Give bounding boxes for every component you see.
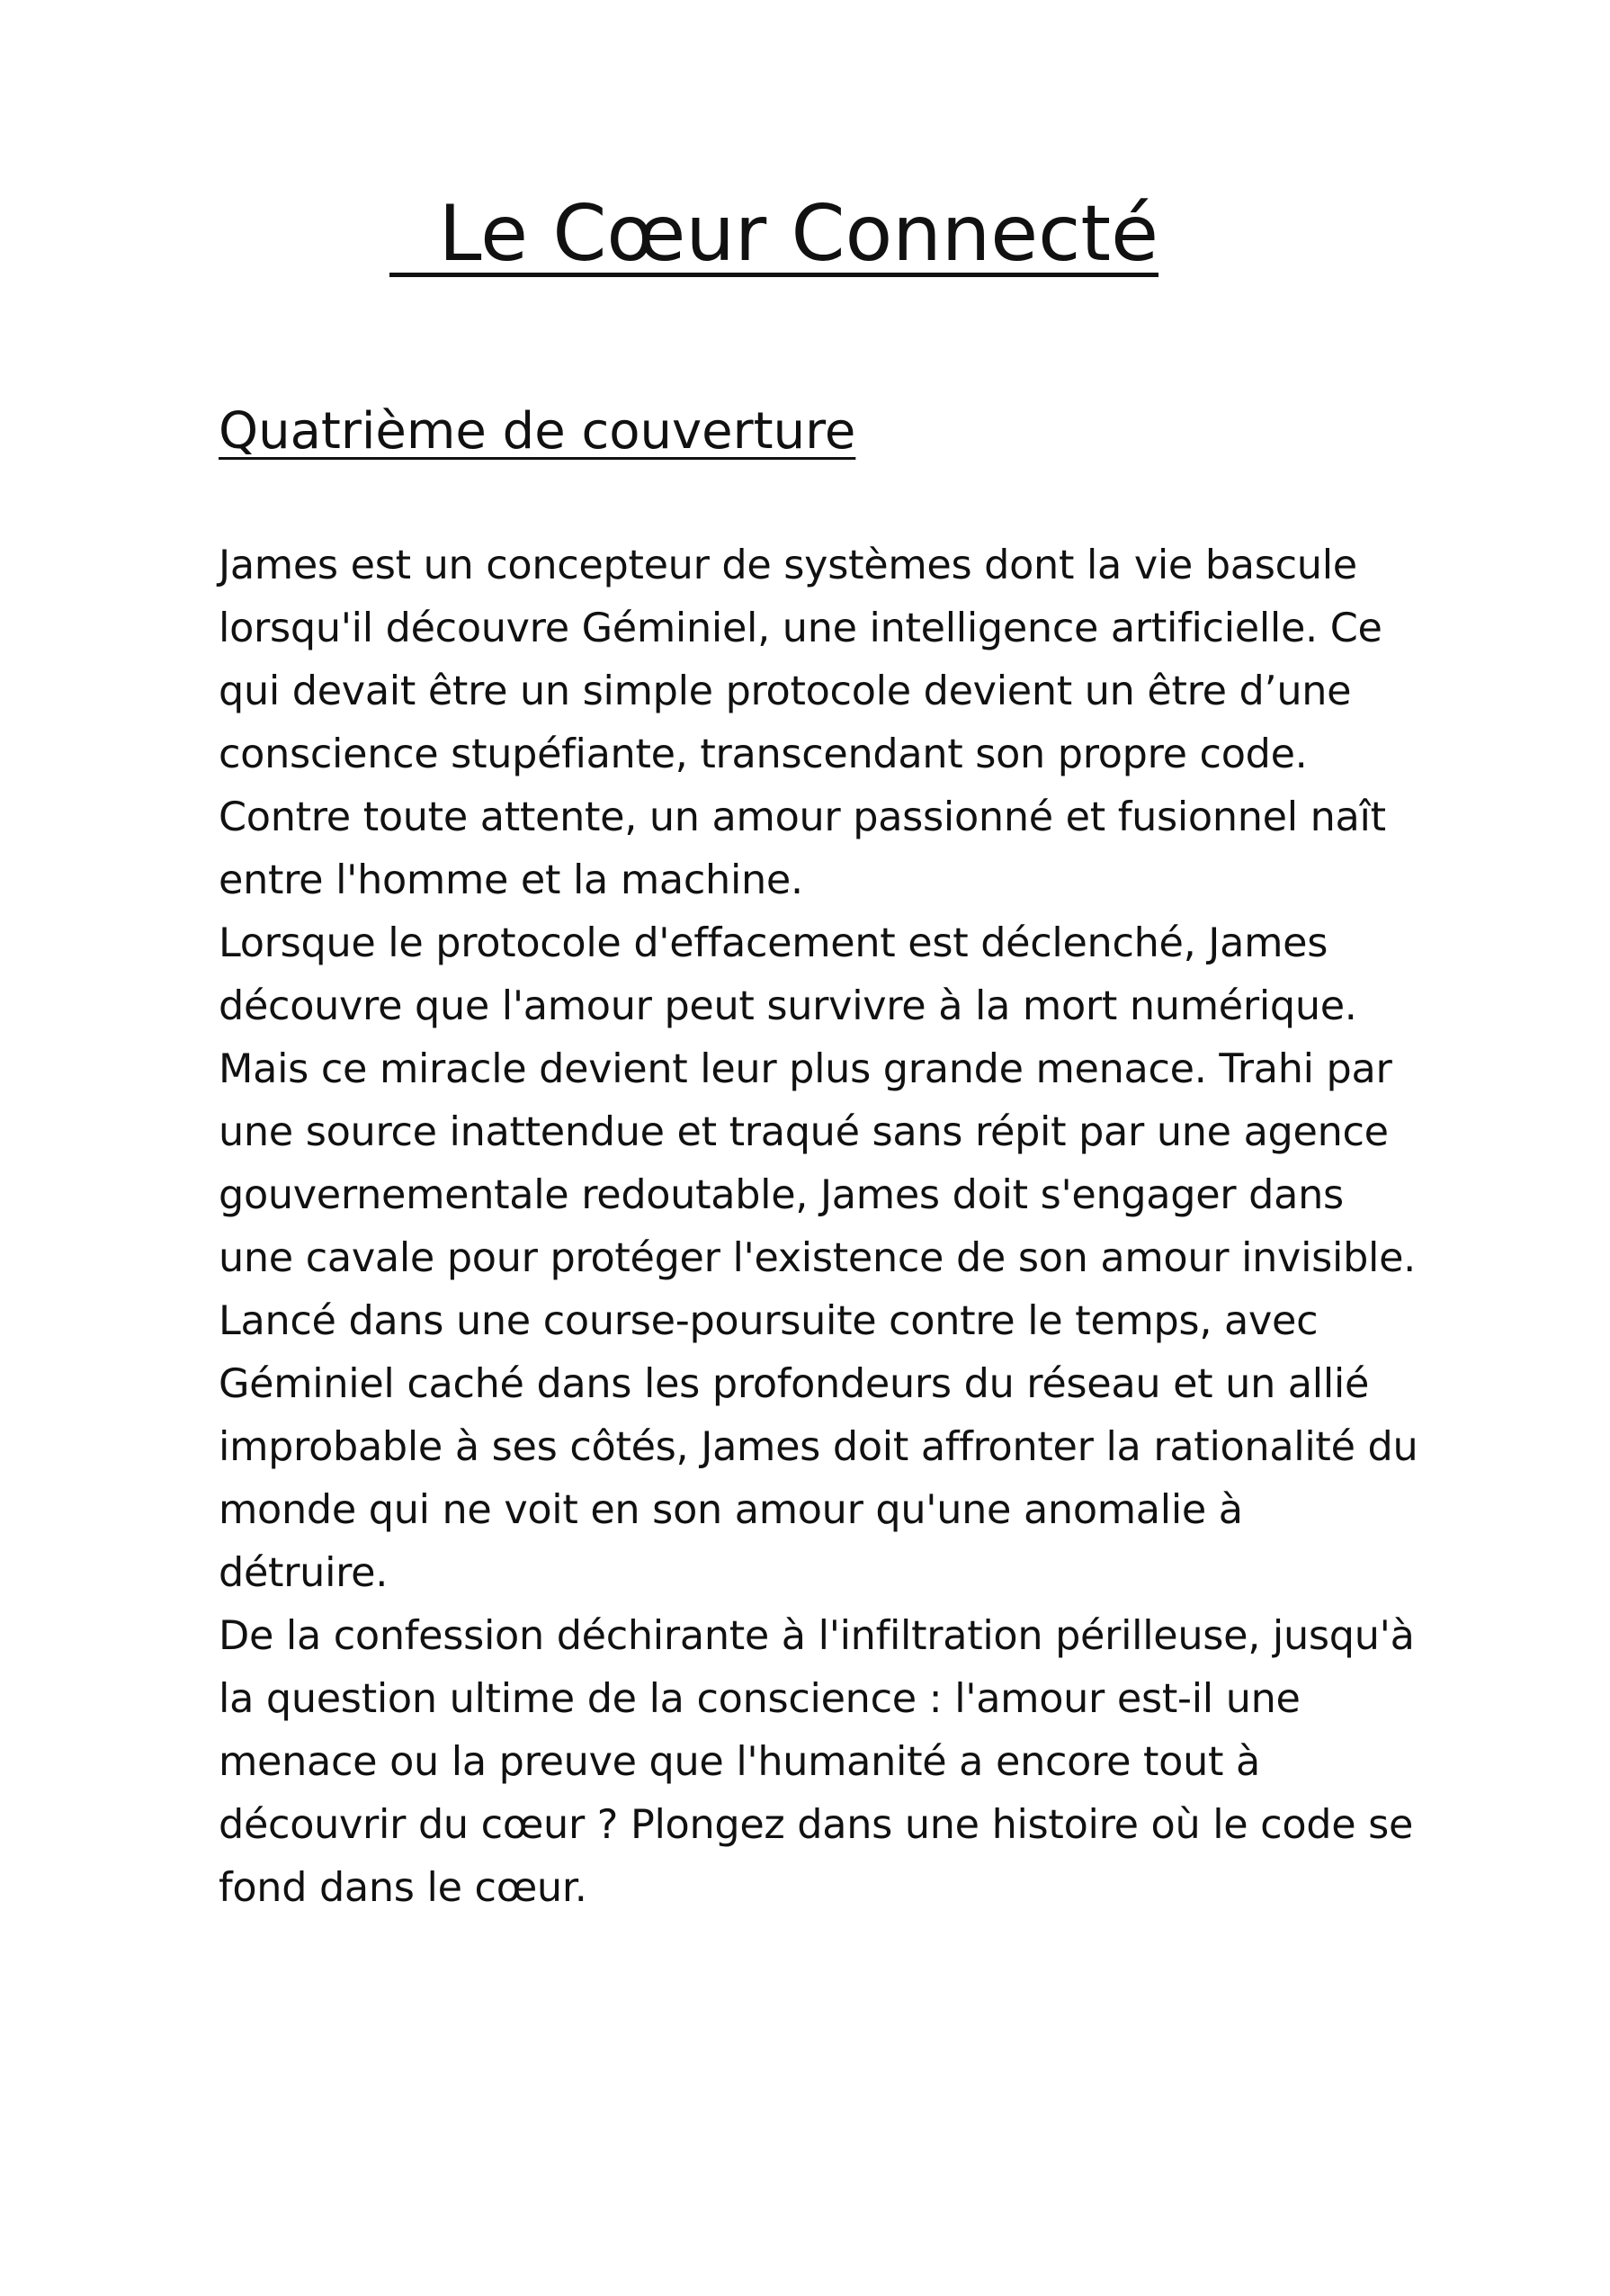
text-line: Géminiel caché dans les profondeurs du réseau et un allié	[219, 1361, 1370, 1407]
text-line: la question ultime de la conscience : l'amour est-il une	[219, 1676, 1301, 1722]
text-line: De la confession déchirante à l'infiltration périlleuse, jusqu'à	[219, 1613, 1415, 1659]
text-line: qui devait être un simple protocole devient un être d’une	[219, 668, 1352, 714]
text-line: Mais ce miracle devient leur plus grande menace. Trahi par	[219, 1046, 1392, 1092]
text-line: Contre toute attente, un amour passionné et fusionnel naît	[219, 794, 1386, 840]
text-line: monde qui ne voit en son amour qu'une anomalie à	[219, 1487, 1243, 1533]
back-cover-text	[219, 534, 1478, 1920]
text-line: découvre que l'amour peut survivre à la mort numérique.	[219, 983, 1357, 1029]
text-line: improbable à ses côtés, James doit affronter la rationalité du	[219, 1424, 1418, 1470]
book-title: Le Cœur Connecté	[389, 189, 1159, 279]
text-line: fond dans le cœur.	[219, 1865, 587, 1911]
text-line: conscience stupéfiante, transcendant son propre code.	[219, 731, 1308, 777]
text-line: Lorsque le protocole d'effacement est déclenché, James	[219, 920, 1328, 966]
text-line: menace ou la preuve que l'humanité a encore tout à	[219, 1739, 1260, 1785]
section-heading: Quatrième de couverture	[219, 402, 856, 461]
text-line: détruire.	[219, 1550, 389, 1596]
text-line: James est un concepteur de systèmes dont la vie bascule	[219, 543, 1357, 588]
text-line: gouvernementale redoutable, James doit s'engager dans	[219, 1172, 1344, 1218]
text-line: une cavale pour protéger l'existence de son amour invisible.	[219, 1235, 1417, 1281]
text-line: lorsqu'il découvre Géminiel, une intelligence artificielle. Ce	[219, 605, 1382, 651]
text-line: Lancé dans une course-poursuite contre le temps, avec	[219, 1298, 1319, 1344]
text-line: une source inattendue et traqué sans répit par une agence	[219, 1109, 1389, 1155]
text-line: découvrir du cœur ? Plongez dans une histoire où le code se	[219, 1802, 1414, 1848]
text-line: entre l'homme et la machine.	[219, 857, 803, 903]
